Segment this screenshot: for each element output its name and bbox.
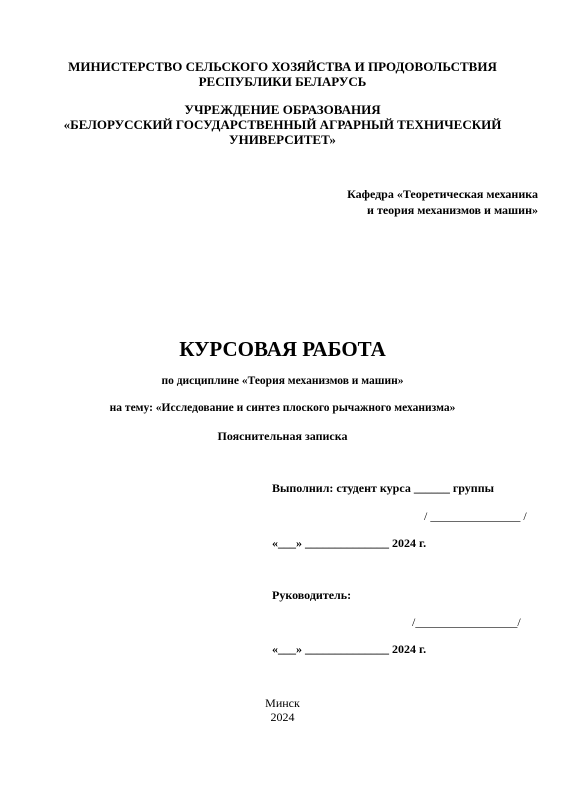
supervisor-date-line: «___» ______________ 2024 г. <box>272 642 427 656</box>
performer-date-line: «___» ______________ 2024 г. <box>272 536 427 550</box>
institution-line-3: УНИВЕРСИТЕТ» <box>229 132 336 147</box>
performed-by-line: Выполнил: студент курса ______ группы <box>272 481 494 495</box>
footer-year: 2024 <box>270 710 295 724</box>
department-block <box>347 186 538 218</box>
institution-line-1: УЧРЕЖДЕНИЕ ОБРАЗОВАНИЯ <box>184 102 381 117</box>
performer-signature-line: / _______________ / <box>424 509 527 523</box>
work-title: КУРСОВАЯ РАБОТА <box>179 337 386 361</box>
ministry-line-1: МИНИСТЕРСТВО СЕЛЬСКОГО ХОЗЯЙСТВА И ПРОДОВОЛЬСТВИЯ <box>68 59 497 74</box>
ministry-line-2: РЕСПУБЛИКИ БЕЛАРУСЬ <box>198 74 367 89</box>
supervisor-signature-line: /_________________/ <box>412 615 521 629</box>
footer-city: Минск <box>265 696 300 710</box>
department-line-1: Кафедра «Теоретическая механика <box>347 187 538 201</box>
work-topic: на тему: «Исследование и синтез плоского рычажного механизма» <box>109 402 456 414</box>
supervisor-label: Руководитель: <box>272 588 352 602</box>
institution-line-2: «БЕЛОРУССКИЙ ГОСУДАРСТВЕННЫЙ АГРАРНЫЙ ТЕХНИЧЕСКИЙ <box>63 117 502 132</box>
work-subtitle: Пояснительная записка <box>217 429 348 443</box>
department-line-2: и теория механизмов и машин» <box>367 203 538 218</box>
work-discipline: по дисциплине «Теория механизмов и машин» <box>161 375 404 387</box>
